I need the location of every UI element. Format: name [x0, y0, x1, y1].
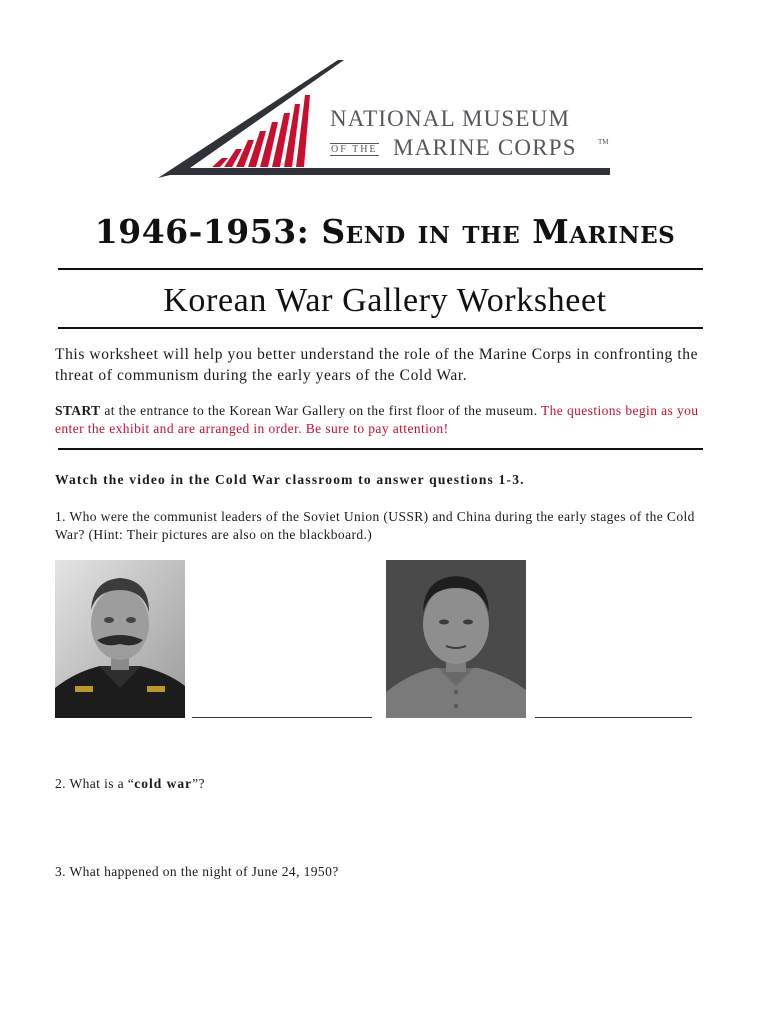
logo-text-of-the: OF THE [331, 144, 378, 155]
logo-stripes [212, 95, 310, 167]
section-heading: Watch the video in the Cold War classroom to answer questions 1-3. [55, 472, 525, 487]
start-label: START [55, 403, 101, 418]
logo-text-national-museum: NATIONAL MUSEUM [330, 106, 571, 131]
question-2 [55, 775, 720, 793]
question-2-term: cold war [134, 776, 193, 791]
portrait-photo-left [55, 560, 185, 718]
section-divider [58, 448, 703, 450]
page-title: 1946-1953: Send in the Marines [94, 212, 676, 251]
intro-paragraph: This worksheet will help you better understand the role of the Marine Corps in confronting the threat of communism during the early years of the Cold War. [55, 346, 699, 384]
title-divider [58, 268, 703, 270]
start-text: at the entrance to the Korean War Gallery on the first floor of the museum. [100, 403, 542, 418]
worksheet-subtitle: Korean War Gallery Worksheet [163, 282, 607, 319]
question-2-prefix: 2. What is a “ [55, 776, 135, 791]
portrait-right-drawing [386, 560, 526, 718]
start-warning: The questions begin as you enter the exhibit and are arranged in order. Be sure to pay attention! [55, 403, 699, 436]
portrait-photo-right [386, 560, 526, 718]
start-instructions [55, 402, 715, 438]
question-3: 3. What happened on the night of June 24, 1950? [55, 864, 339, 879]
logo-trademark: TM [598, 138, 609, 146]
portrait-left-drawing [55, 560, 185, 718]
subtitle-divider [58, 327, 703, 329]
question-2-suffix: ”? [192, 776, 205, 791]
logo-text-marine-corps: MARINE CORPS [393, 135, 577, 160]
question-1: 1. Who were the communist leaders of the Soviet Union (USSR) and China during the early stages of the Cold War? (Hint: Their pictures are also on the blackboard.) [55, 509, 695, 542]
answer-line-right[interactable] [535, 717, 692, 718]
answer-line-left[interactable] [192, 717, 372, 718]
